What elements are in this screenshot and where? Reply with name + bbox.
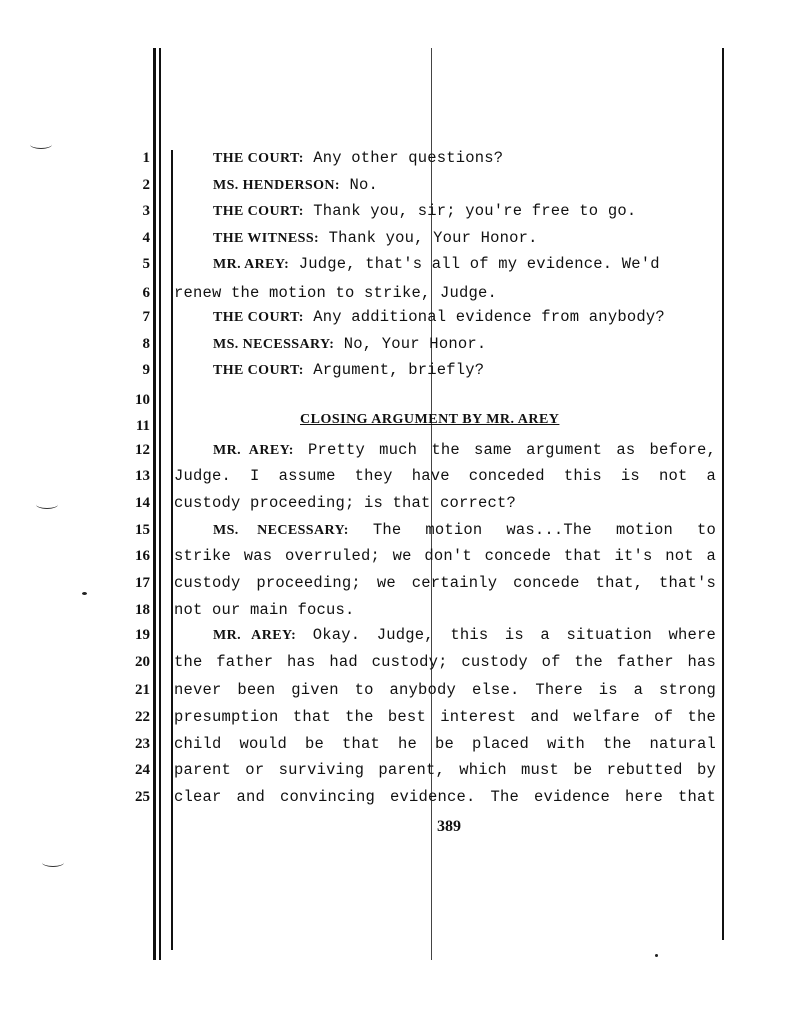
line-number: 11: [135, 418, 150, 434]
line-text: The motion was...The motion to: [348, 521, 716, 539]
line-number: 24: [135, 762, 150, 778]
line-number: 14: [135, 495, 150, 511]
transcript-line: [174, 466, 716, 486]
line-text: No.: [339, 176, 378, 194]
line-text: strike was overruled; we don't concede that it's not a: [174, 547, 716, 565]
line-number: 13: [135, 468, 150, 484]
line-number: 7: [142, 309, 150, 325]
line-number: 1: [142, 150, 150, 166]
line-text: presumption that the best interest and welfare of the: [174, 708, 716, 726]
transcript-line: [213, 360, 484, 381]
line-number: 25: [135, 789, 150, 805]
line-text: not our main focus.: [174, 601, 355, 619]
transcript-line: [174, 787, 716, 807]
line-number: 19: [135, 627, 150, 643]
transcript-line: [213, 254, 660, 275]
line-number: 20: [135, 654, 150, 670]
speaker-label: MR. AREY:: [213, 628, 297, 643]
line-number: 3: [142, 203, 150, 219]
line-number: 6: [142, 285, 150, 301]
line-number: 4: [142, 230, 150, 246]
line-text: Any other questions?: [303, 149, 504, 167]
speaker-label: THE WITNESS:: [213, 231, 320, 246]
text-margin-rule: [171, 150, 173, 950]
left-margin-rule-outer: [153, 48, 156, 960]
transcript-line: [213, 175, 378, 196]
right-margin-rule: [722, 48, 724, 940]
line-number: 15: [135, 522, 150, 538]
scan-artifact: [655, 954, 658, 957]
line-number: 23: [135, 736, 150, 752]
speaker-label: THE COURT:: [213, 151, 304, 166]
scan-artifact: [36, 500, 58, 509]
transcript-line: [174, 707, 716, 727]
line-number: 2: [142, 177, 150, 193]
section-heading: CLOSING ARGUMENT BY MR. AREY: [300, 412, 560, 427]
line-text: Argument, briefly?: [303, 361, 485, 379]
transcript-line: [174, 734, 716, 754]
transcript-line: [213, 625, 716, 646]
line-number: 22: [135, 709, 150, 725]
transcript-line: [213, 520, 716, 541]
speaker-label: THE COURT:: [213, 204, 304, 219]
line-text: Any additional evidence from anybody?: [303, 308, 665, 326]
line-text: renew the motion to strike, Judge.: [174, 284, 498, 302]
line-text: never been given to anybody else. There is a strong: [174, 681, 716, 699]
line-number: 17: [135, 575, 150, 591]
line-number: 9: [142, 362, 150, 378]
transcript-line: [213, 440, 716, 461]
speaker-label: MR. AREY:: [213, 443, 294, 458]
scan-artifact: [30, 140, 52, 149]
line-number: 10: [135, 392, 150, 408]
line-text: Okay. Judge, this is a situation where: [296, 626, 716, 644]
transcript-line: [174, 652, 716, 672]
line-text: the father has had custody; custody of the father has: [174, 653, 716, 671]
line-text: Thank you, sir; you're free to go.: [303, 202, 637, 220]
scan-artifact: [42, 858, 64, 867]
page-number: 389: [437, 818, 461, 835]
speaker-label: MR. AREY:: [213, 257, 290, 272]
line-text: custody proceeding; is that correct?: [174, 494, 517, 512]
left-margin-rule-inner: [159, 48, 161, 960]
line-number: 18: [135, 602, 150, 618]
speaker-label: MS. NECESSARY:: [213, 523, 349, 538]
line-number: 8: [142, 336, 150, 352]
transcript-line: [213, 307, 665, 328]
transcript-line: [174, 493, 516, 513]
transcript-line: [174, 680, 716, 700]
line-text: Thank you, Your Honor.: [319, 229, 538, 247]
line-text: clear and convincing evidence. The evidence here that: [174, 788, 716, 806]
speaker-label: THE COURT:: [213, 363, 304, 378]
speaker-label: MS. NECESSARY:: [213, 337, 335, 352]
line-number: 5: [142, 256, 150, 272]
transcript-line: [174, 283, 497, 303]
line-text: Judge. I assume they have conceded this is not a: [174, 467, 716, 485]
line-text: No, Your Honor.: [334, 335, 487, 353]
speaker-label: MS. HENDERSON:: [213, 178, 340, 193]
scan-artifact: [82, 592, 87, 595]
transcript-line: [213, 228, 538, 249]
transcript-line: [213, 201, 636, 222]
transcript-line: [174, 573, 716, 593]
line-text: parent or surviving parent, which must be rebutted by: [174, 761, 716, 779]
transcript-line: [174, 546, 716, 566]
line-number: 21: [135, 682, 150, 698]
line-text: Pretty much the same argument as before,: [293, 441, 717, 459]
line-number: 16: [135, 548, 150, 564]
line-text: custody proceeding; we certainly concede that, that's: [174, 574, 716, 592]
line-text: Judge, that's all of my evidence. We'd: [289, 255, 660, 273]
line-number: 12: [135, 442, 150, 458]
line-text: child would be that he be placed with the natural: [174, 735, 716, 753]
transcript-line: [213, 148, 503, 169]
transcript-line: [174, 760, 716, 780]
transcript-line: [213, 334, 486, 355]
speaker-label: THE COURT:: [213, 310, 304, 325]
transcript-line: [174, 600, 355, 620]
